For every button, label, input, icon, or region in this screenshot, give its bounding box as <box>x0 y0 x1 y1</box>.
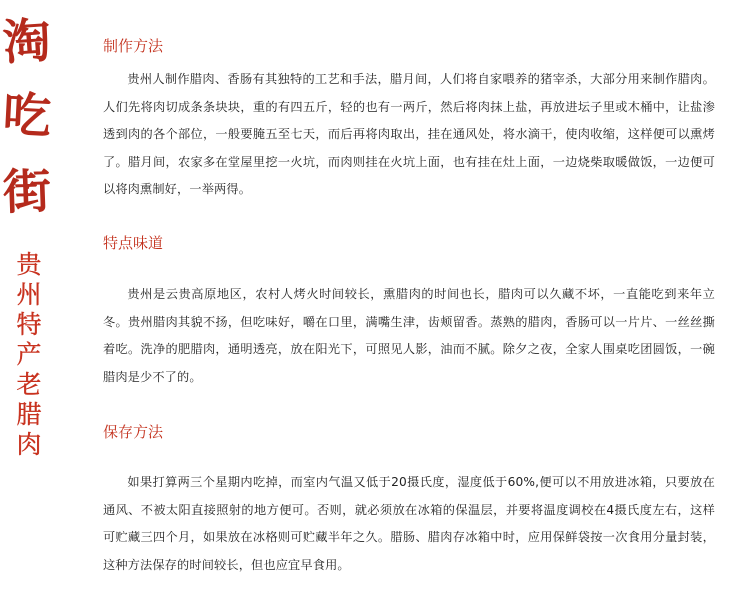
section-body-production: 贵州人制作腊肉、香肠有其独特的工艺和手法，腊月间，人们将自家喂养的猪宰杀，大部分用来制作腊肉。人们先将肉切成条条块块，重的有四五斤，轻的也有一两斤，然后将肉抹上盐，再放进坛子里或木桶中，让盐渗透到肉的各个部位，一般要腌五至七天，而后再将肉取出，挂在通风处，将水滴干，使肉收缩，这样便可以熏烤了。腊月间，农家多在堂屋里挖一火坑，而肉则挂在火坑上面，也有挂在灶上面，一边烧柴取暖做饭，一边便可以将肉熏制好，一举两得。 <box>103 72 715 196</box>
section-title-production: 制作方法 <box>103 37 164 55</box>
vertical-product-title: 贵州特产老腊肉 <box>16 250 42 459</box>
sidebar <box>0 0 60 603</box>
section-body-flavor: 贵州是云贵高原地区，农村人烤火时间较长，熏腊肉的时间也长，腊肉可以久藏不坏，一直能吃到来年立冬。贵州腊肉其貌不扬，但吃味好，嚼在口里，满嘴生津，齿颊留香。蒸熟的腊肉，香肠可以一片片、一丝丝撕着吃。洗净的肥腊肉，通明透亮，放在阳光下，可照见人影，油而不腻。除夕之夜，全家人围桌吃团圆饭，一碗腊肉是少不了的。 <box>103 287 715 384</box>
brand-logo-char-1: 淘 <box>1 12 53 72</box>
section-title-storage: 保存方法 <box>103 423 164 441</box>
brand-logo-char-2: 吃 <box>1 86 53 146</box>
brand-logo-char-3: 街 <box>2 163 52 221</box>
section-body-storage: 如果打算两三个星期内吃掉，而室内气温又低于20摄氏度，湿度低于60%,便可以不用放进冰箱，只要放在通风、不被太阳直接照射的地方便可。否则，就必须放在冰箱的保温层，并要将温度调校在4摄氏度左右，这样可贮藏三四个月，如果放在冰格则可贮藏半年之久。腊肠、腊肉存冰箱中时，应用保鲜袋按一次食用分量封装，这种方法保存的时间较长，但也应宜早食用。 <box>103 475 715 572</box>
section-title-flavor: 特点味道 <box>103 234 164 252</box>
